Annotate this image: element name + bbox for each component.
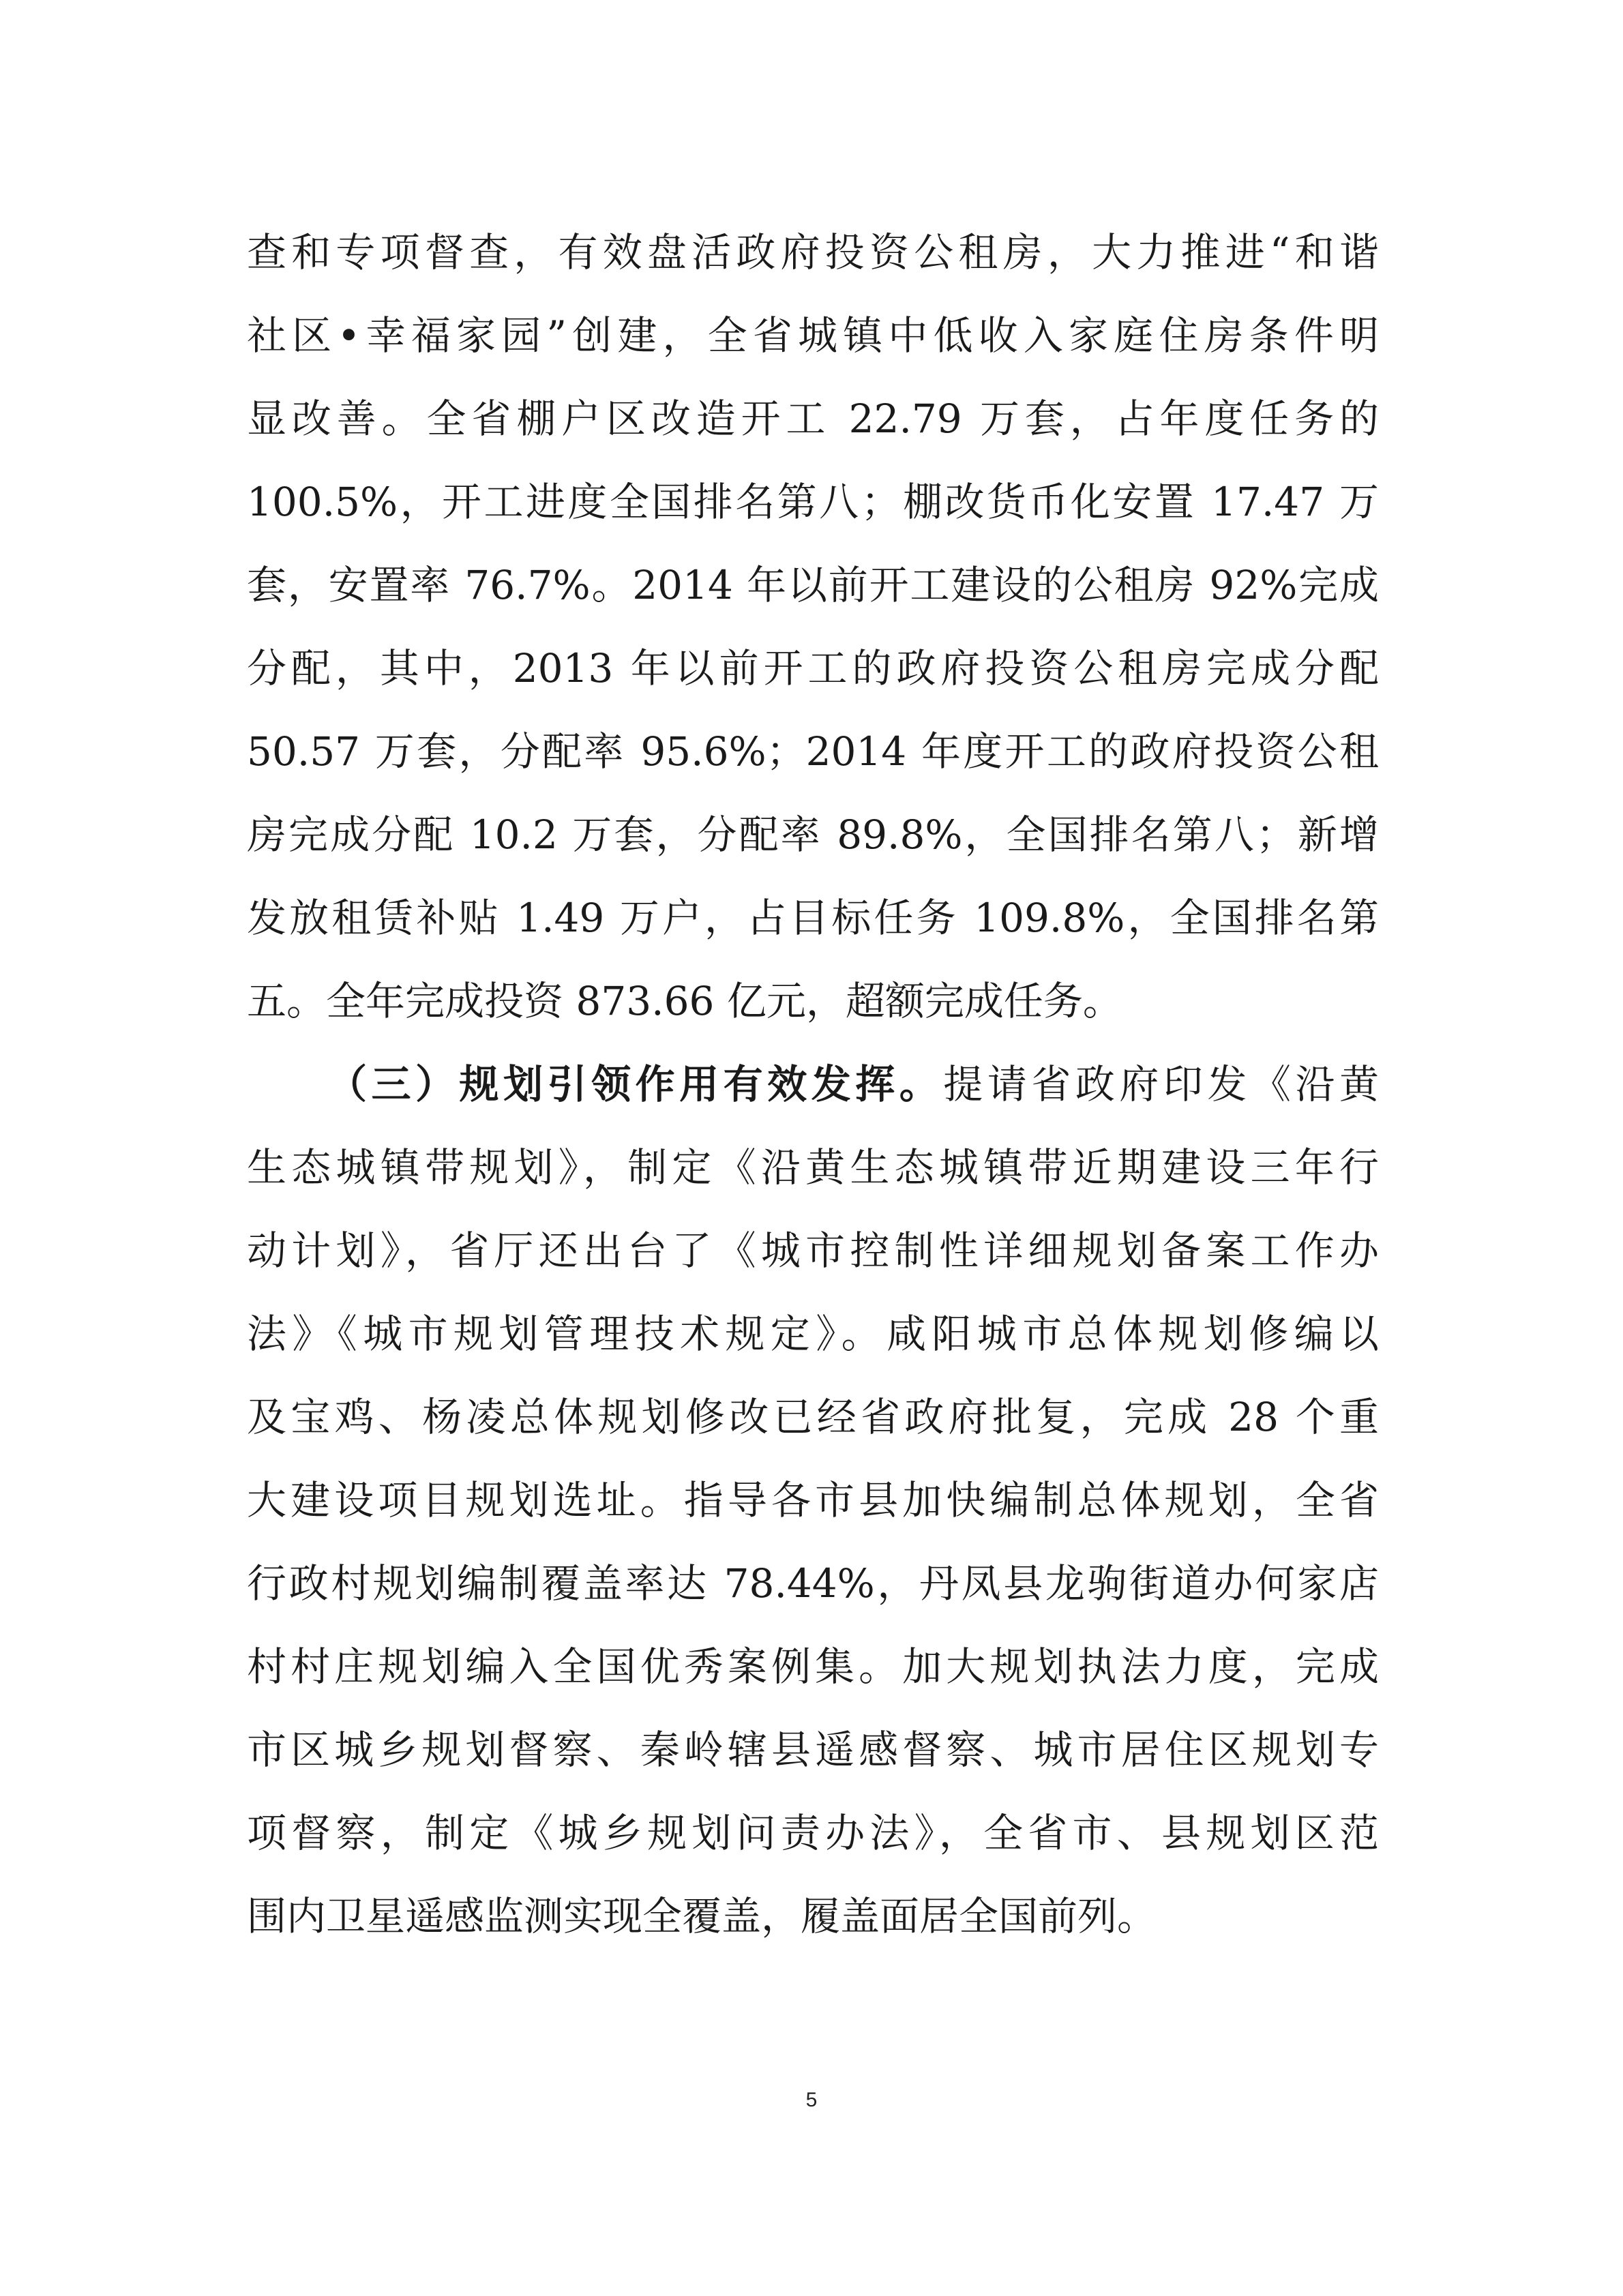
body-line: 生态城镇带规划》，制定《沿黄生态城镇带近期建设三年行 (247, 1144, 1379, 1191)
body-line: 套，安置率 76.7%。2014 年以前开工建设的公租房 92%完成 (247, 562, 1379, 608)
body-line: 市区城乡规划督察、秦岭辖县遥感督察、城市居住区规划专 (247, 1727, 1379, 1773)
section-heading-line (327, 1043, 1379, 1125)
body-line: 动计划》，省厅还出台了《城市控制性详细规划备案工作办 (247, 1227, 1379, 1274)
body-line: 分配，其中，2013 年以前开工的政府投资公租房完成分配 (247, 645, 1379, 691)
section-heading: （三）规划引领作用有效发挥。 (327, 1061, 944, 1107)
body-line: 大建设项目规划选址。指导各市县加快编制总体规划，全省 (247, 1477, 1379, 1523)
body-line: 显改善。全省棚户区改造开工 22.79 万套，占年度任务的 (247, 396, 1379, 442)
section-heading-continuation: 提请省政府印发《沿黄 (943, 1061, 1379, 1107)
body-line: 房完成分配 10.2 万套，分配率 89.8%，全国排名第八；新增 (247, 811, 1379, 858)
body-line: 围内卫星遥感监测实现全覆盖，履盖面居全国前列。 (247, 1893, 1157, 1939)
body-line: 50.57 万套，分配率 95.6%；2014 年度开工的政府投资公租 (247, 728, 1379, 775)
body-line: 社区•幸福家园”创建，全省城镇中低收入家庭住房条件明 (247, 312, 1379, 359)
body-line: 发放租赁补贴 1.49 万户，占目标任务 109.8%，全国排名第 (247, 895, 1379, 941)
body-line: 及宝鸡、杨凌总体规划修改已经省政府批复，完成 28 个重 (247, 1394, 1379, 1440)
body-line: 五。全年完成投资 873.66 亿元，超额完成任务。 (247, 978, 1122, 1024)
body-line: 法》《城市规划管理技术规定》。咸阳城市总体规划修编以 (247, 1311, 1379, 1357)
body-line: 行政村规划编制覆盖率达 78.44%，丹凤县龙驹街道办何家店 (247, 1560, 1379, 1607)
body-line: 查和专项督查，有效盘活政府投资公租房，大力推进“和谐 (247, 229, 1379, 275)
page-number: 5 (805, 2089, 818, 2111)
body-line: 村村庄规划编入全国优秀案例集。加大规划执法力度，完成 (247, 1643, 1379, 1690)
body-line: 项督察，制定《城乡规划问责办法》，全省市、县规划区范 (247, 1810, 1379, 1856)
body-line: 100.5%，开工进度全国排名第八；棚改货币化安置 17.47 万 (247, 479, 1379, 525)
